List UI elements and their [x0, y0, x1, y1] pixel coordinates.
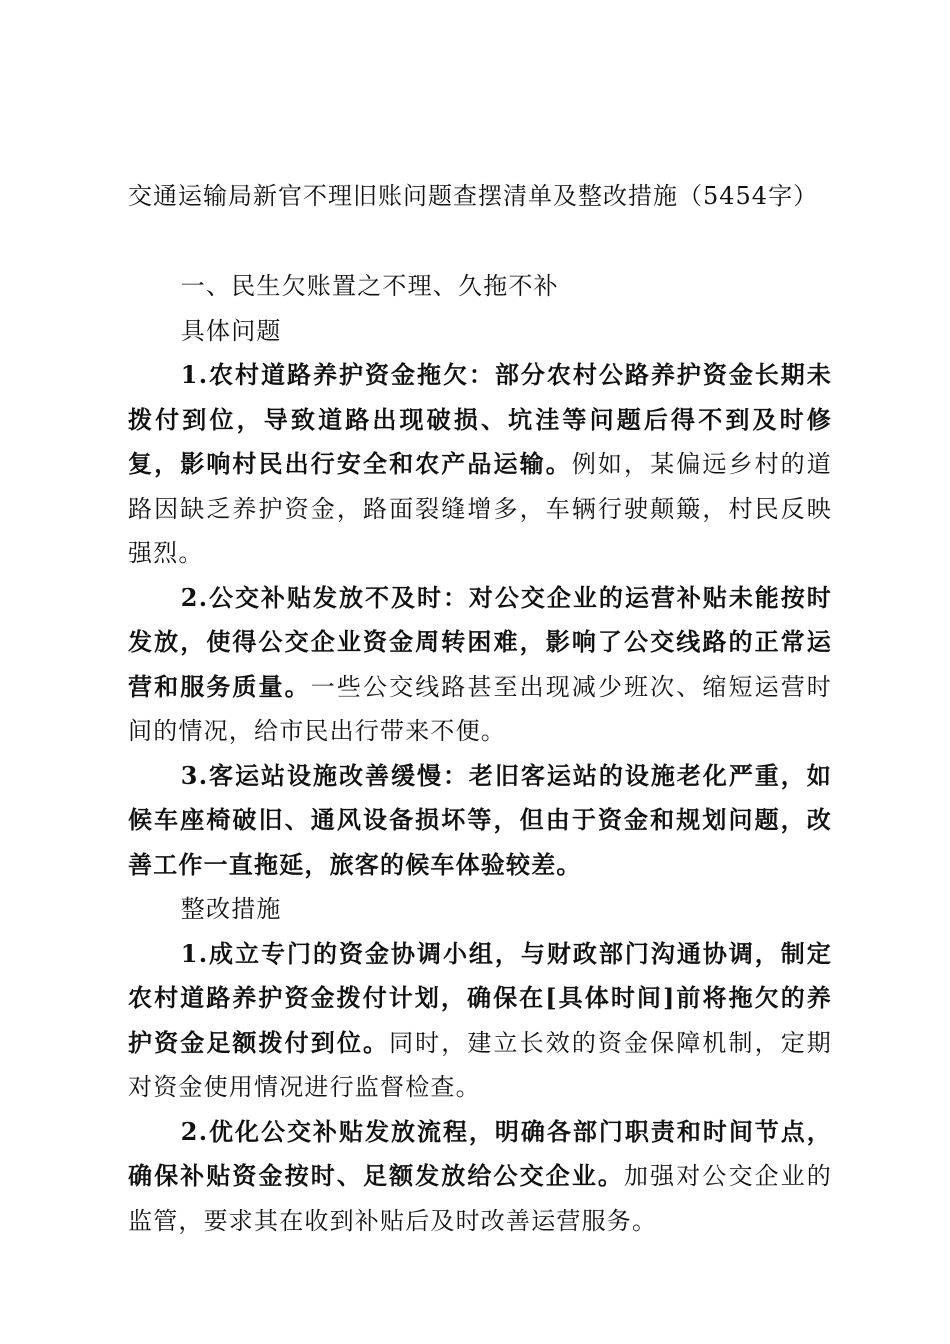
measure-item-1: [128, 932, 832, 1110]
problem-item-2: [128, 576, 832, 754]
problem-item-1-bold: 1.农村道路养护资金拖欠：部分农村公路养护资金长期未拨付到位，导致道路出现破损、坑洼等问题后得不到及时修复，影响村民出行安全和农产品运输。: [128, 360, 832, 478]
document-title: 交通运输局新官不理旧账问题查摆清单及整改措施（5454字）: [128, 182, 819, 210]
problem-item-3-bold: 3.客运站设施改善缓慢：老旧客运站的设施老化严重，如候车座椅破旧、通风设备损坏等，但由于资金和规划问题，改善工作一直拖延，旅客的候车体验较差。: [128, 760, 832, 879]
measure-item-1-text: 同时，建立长效的资金保障机制，定期对资金使用情况进行监督检查。: [128, 1028, 832, 1101]
problem-item-3: [128, 754, 832, 888]
measure-item-1-bold: 1.成立专门的资金协调小组，与财政部门沟通协调，制定农村道路养护资金拨付计划，确保在[具体时间]前将拖欠的养护资金足额拨付到位。: [128, 938, 832, 1057]
measure-item-2: [128, 1110, 832, 1244]
problems-label: 具体问题: [180, 316, 282, 345]
problem-item-2-text: 一些公交线路甚至出现减少班次、缩短运营时间的情况，给市民出行带来不便。: [128, 672, 833, 745]
measures-label: 整改措施: [180, 895, 282, 923]
problem-item-1: [128, 353, 832, 576]
problem-item-2-bold: 2.公交补贴发放不及时：对公交企业的运营补贴未能按时发放，使得公交企业资金周转困难，影响了公交线路的正常运营和服务质量。: [128, 582, 832, 701]
measure-item-2-text: 加强对公交企业的监管，要求其在收到补贴后及时改善运营服务。: [128, 1162, 832, 1235]
section-heading: 一、民生欠账置之不理、久拖不补: [180, 272, 559, 300]
document-body: [128, 264, 832, 1243]
measure-item-2-bold: 2.优化公交补贴发放流程，明确各部门职责和时间节点，确保补贴资金按时、足额发放给公交企业。: [128, 1116, 832, 1190]
problem-item-1-text: 例如，某偏远乡村的道路因缺乏养护资金，路面裂缝增多，车辆行驶颠簸，村民反映强烈。: [128, 450, 832, 567]
